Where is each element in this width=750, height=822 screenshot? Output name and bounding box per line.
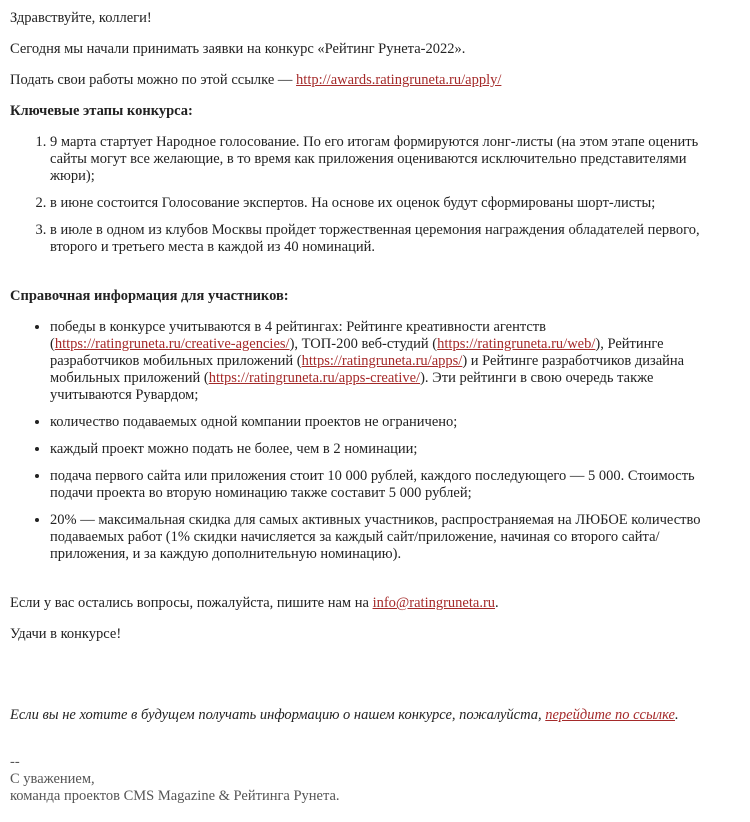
unsubscribe-link[interactable]: перейдите по ссылке xyxy=(545,707,675,723)
stages-list xyxy=(10,134,718,256)
stages-heading: Ключевые этапы конкурса: xyxy=(10,103,193,119)
stage-item: 3. в июле в одном из клубов Москвы пройдет торжественная церемония награждения обладателей первого, второго и третьего места в каждой из 40 номинаций. xyxy=(50,222,718,256)
creative-agencies-link[interactable]: https://ratingruneta.ru/creative-agencies/ xyxy=(54,336,290,352)
info-item-discount: • 20% — максимальная скидка для самых активных участников, распространяемая на ЛЮБОЕ количество подаваемых работ (1% скидки начисляется за каждый сайт/приложение, начиная со второго сайта/приложения, и за каждую дополнительную номинацию). xyxy=(50,512,718,563)
email-link[interactable]: info@ratingruneta.ru xyxy=(372,595,496,611)
unsubscribe-text: Если вы не хотите в будущем получать информацию о нашем конкурсе, пожалуйста, xyxy=(10,707,546,723)
unsubscribe-end: . xyxy=(675,707,679,723)
signature-line: С уважением, xyxy=(10,771,95,787)
info-item-ratings xyxy=(50,319,718,404)
web-studios-link[interactable]: https://ratingruneta.ru/web/ xyxy=(437,336,596,352)
info-heading: Справочная информация для участников: xyxy=(10,288,289,304)
questions-paragraph xyxy=(10,595,718,612)
info-text: победы в конкурсе учитываются в 4 рейтингах: Рейтинге креативности агентств ( xyxy=(50,319,546,352)
luck-text: Удачи в конкурсе! xyxy=(10,626,122,642)
apps-link[interactable]: https://ratingruneta.ru/apps/ xyxy=(301,353,463,369)
apply-text: Подать свои работы можно по этой ссылке — xyxy=(10,72,297,88)
apply-link[interactable]: http://awards.ratingruneta.ru/apply/ xyxy=(296,72,502,88)
unsubscribe-paragraph xyxy=(10,707,718,724)
info-text: ) и Рейтинге разработчиков дизайна мобильных приложений ( xyxy=(50,353,685,386)
questions-end: . xyxy=(495,595,499,611)
stage-item: 1. 9 марта стартует Народное голосование. По его итогам формируются лонг-листы (на этом этапе оценить сайты могут все желающие, в то время как приложения оцениваются исключительно представителями жюри); xyxy=(50,134,718,185)
info-text: ), ТОП-200 веб-студий ( xyxy=(289,336,438,352)
apps-creative-link[interactable]: https://ratingruneta.ru/apps-creative/ xyxy=(208,370,421,386)
signature xyxy=(10,754,718,805)
info-item-price: • подача первого сайта или приложения стоит 10 000 рублей, каждого последующего — 5 000. Стоимость подачи проекта во вторую номинацию также составит 5 000 рублей; xyxy=(50,468,718,502)
signature-dash: -- xyxy=(10,754,20,770)
info-list xyxy=(10,319,718,563)
info-item-nominations: • каждый проект можно подать не более, чем в 2 номинации; xyxy=(50,441,718,458)
signature-line: команда проектов CMS Magazine & Рейтинга Рунета. xyxy=(10,788,340,804)
stage-item: 2. в июне состоится Голосование экспертов. На основе их оценок будут сформированы шорт-листы; xyxy=(50,195,718,212)
greeting: Здравствуйте, коллеги! xyxy=(10,10,152,26)
info-text: ), Рейтинге разработчиков мобильных приложений ( xyxy=(50,336,664,369)
info-item-projects: • количество подаваемых одной компании проектов не ограничено; xyxy=(50,414,718,431)
intro-text: Сегодня мы начали принимать заявки на конкурс «Рейтинг Рунета-2022». xyxy=(10,41,466,57)
questions-text: Если у вас остались вопросы, пожалуйста, пишите нам на xyxy=(10,595,373,611)
spacer xyxy=(10,657,718,707)
info-text: ). Эти рейтинги в свою очередь также учитываются Рувардом; xyxy=(50,370,654,403)
apply-paragraph xyxy=(10,72,718,89)
